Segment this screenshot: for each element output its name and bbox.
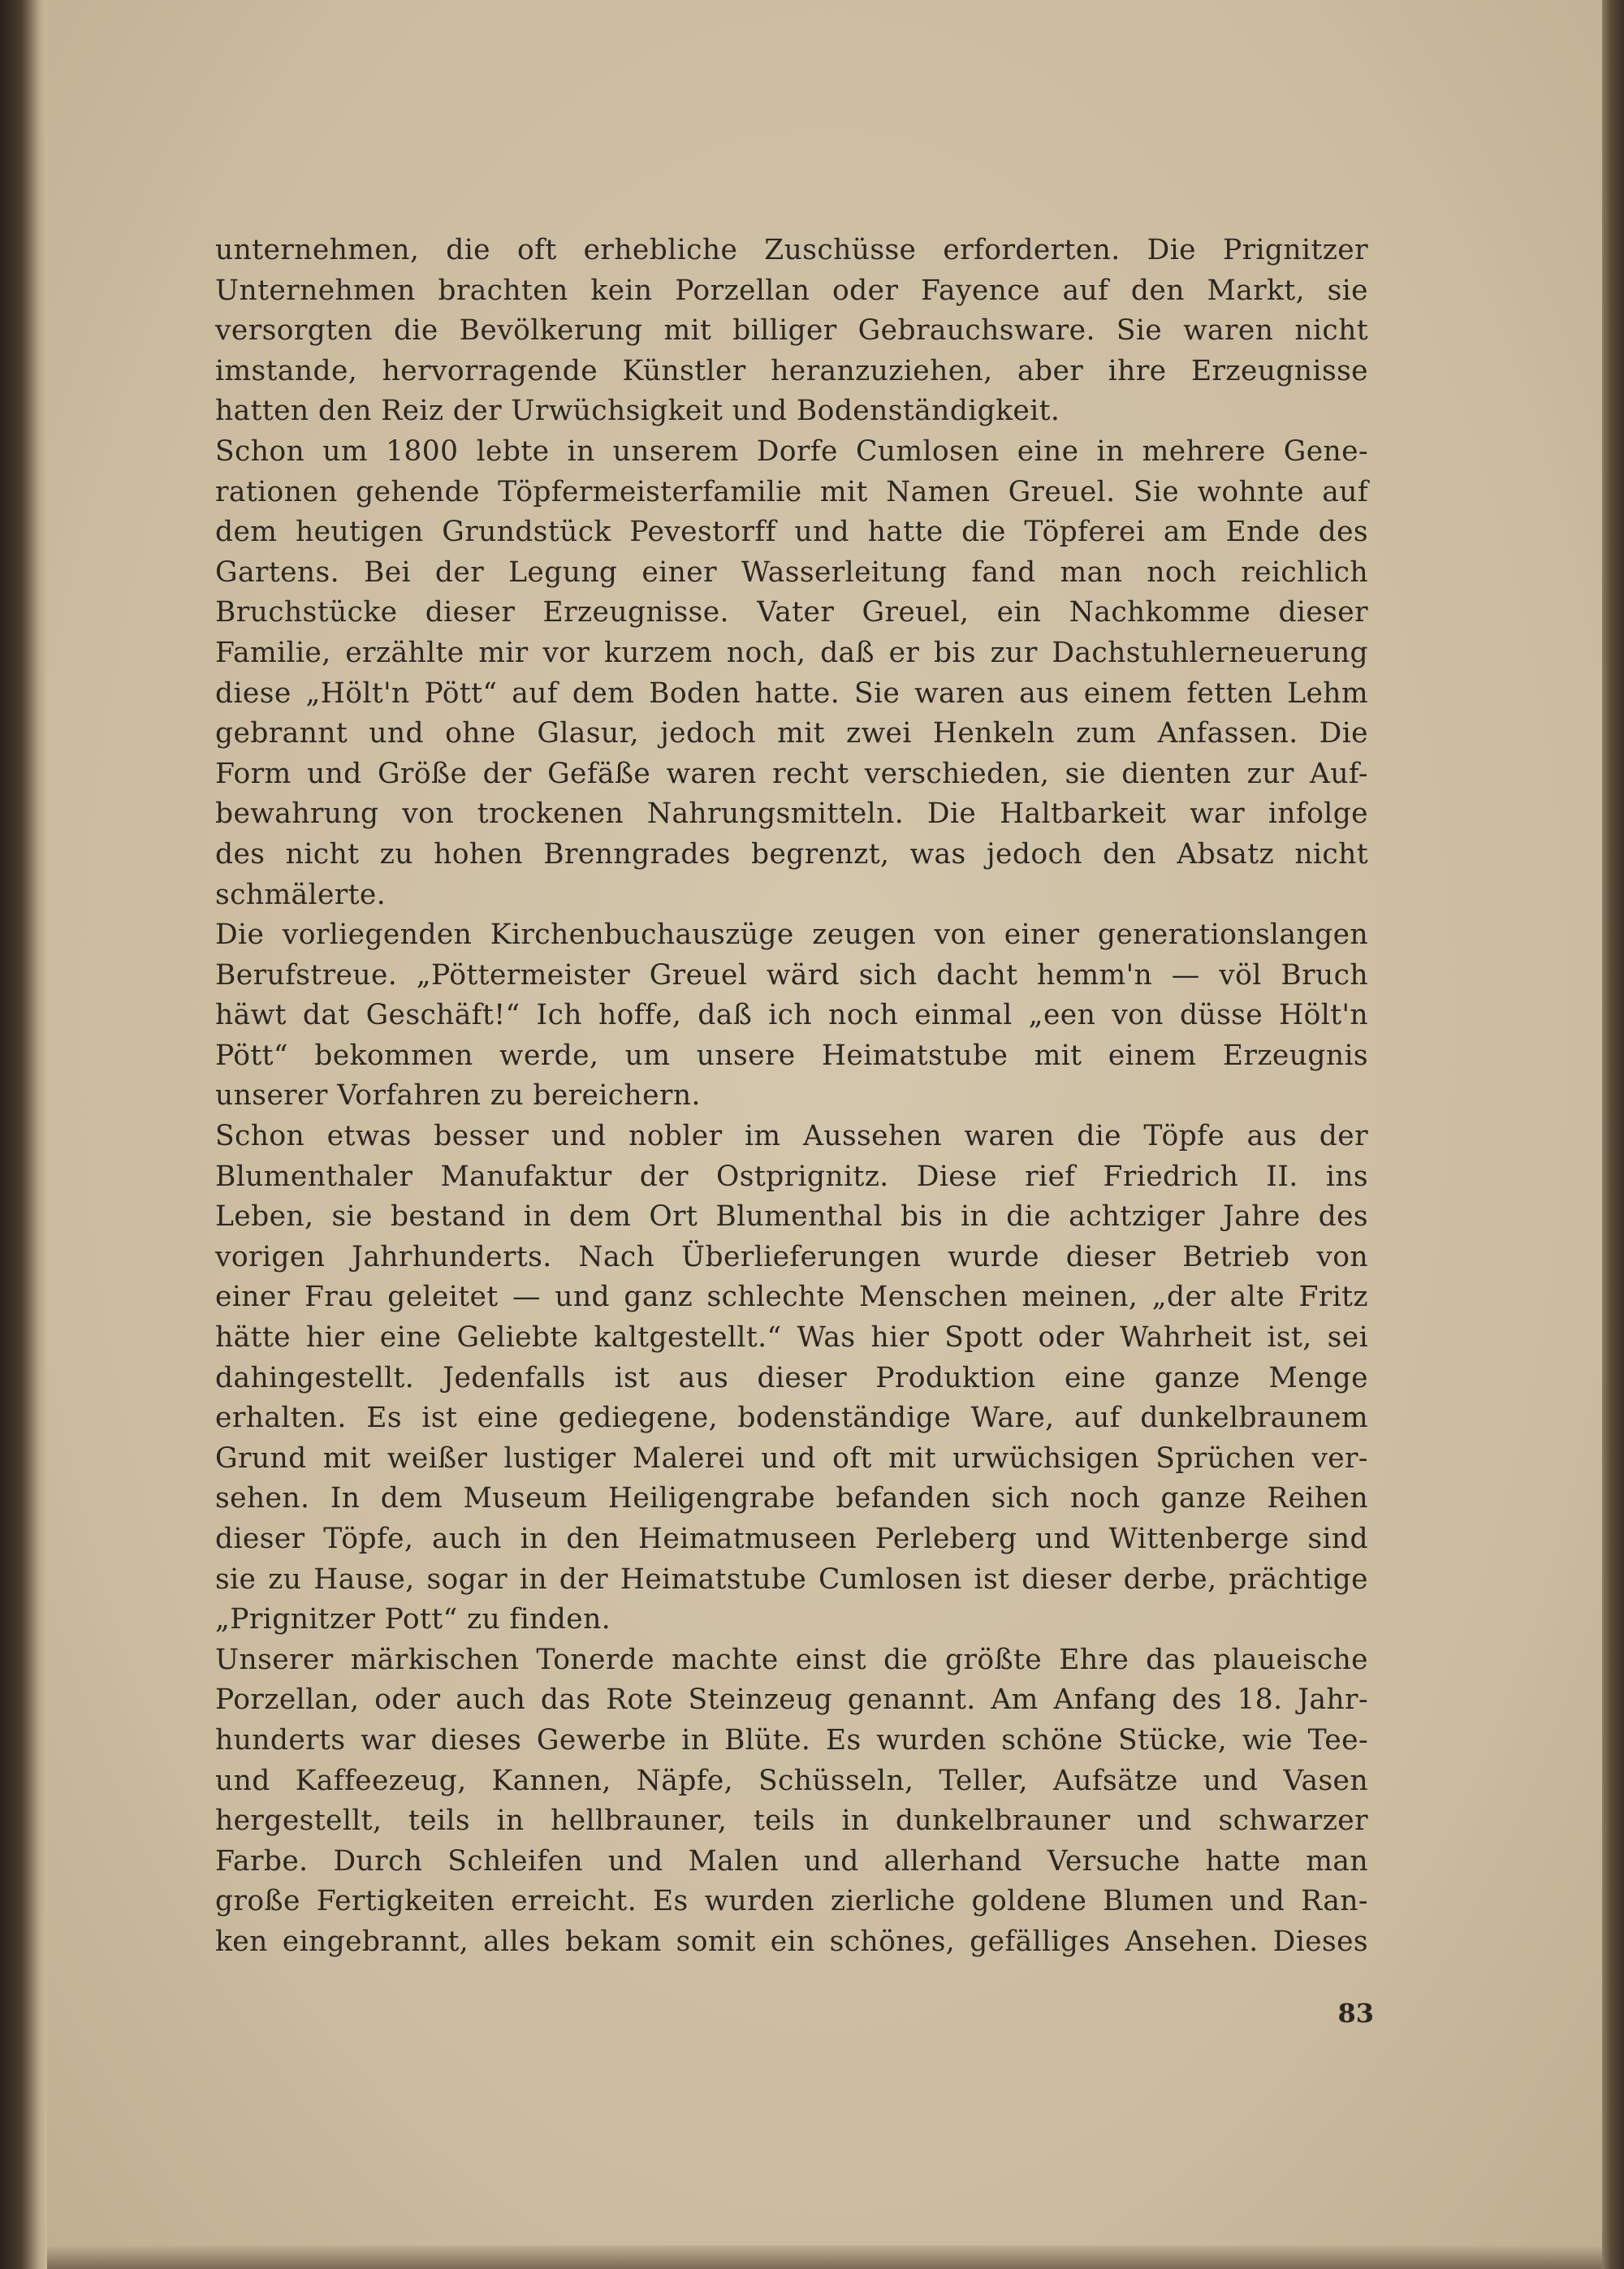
text-line: einer Frau geleitet — und ganz schlechte Menschen meinen, „der alte Fritz: [215, 1281, 1368, 1314]
text-line: diese „Hölt'n Pött“ auf dem Boden hatte. Sie waren aus einem fetten Lehm: [215, 676, 1368, 710]
text-line: Farbe. Durch Schleifen und Malen und allerhand Versuche hatte man: [215, 1844, 1368, 1878]
page-right-edge: [1602, 0, 1624, 2269]
text-line: Leben, sie bestand in dem Ort Blumenthal bis in die achtziger Jahre des: [215, 1200, 1368, 1234]
text-line: vorigen Jahrhunderts. Nach Überlieferungen wurde dieser Betrieb von: [215, 1240, 1368, 1273]
text-line: Schon etwas besser und nobler im Aussehen waren die Töpfe aus der: [215, 1120, 1368, 1153]
text-line: Blumenthaler Manufaktur der Ostprignitz. Diese rief Friedrich II. ins: [215, 1160, 1368, 1193]
text-line: dahingestellt. Jedenfalls ist aus dieser Produktion eine ganze Menge: [215, 1361, 1368, 1394]
text-line: Porzellan, oder auch das Rote Steinzeug genannt. Am Anfang des 18. Jahr-: [215, 1683, 1368, 1717]
text-line: Familie, erzählte mir vor kurzem noch, daß er bis zur Dachstuhlerneuerung: [215, 636, 1368, 669]
text-line: große Fertigkeiten erreicht. Es wurden zierliche goldene Blumen und Ran-: [215, 1885, 1368, 1918]
text-line: gebrannt und ohne Glasur, jedoch mit zwei Henkeln zum Anfassen. Die: [215, 717, 1368, 750]
text-line: dem heutigen Grundstück Pevestorff und hatte die Töpferei am Ende des: [215, 516, 1368, 549]
body-text: [215, 231, 1368, 1963]
text-line: und Kaffeezeug, Kannen, Näpfe, Schüsseln, Teller, Aufsätze und Vasen: [215, 1764, 1368, 1797]
page-number: 83: [1337, 1998, 1374, 2029]
text-line: ken eingebrannt, alles bekam somit ein schönes, gefälliges Ansehen. Dieses: [215, 1925, 1368, 1958]
text-line: Gartens. Bei der Legung einer Wasserleitung fand man noch reichlich: [215, 555, 1368, 589]
text-line: bewahrung von trockenen Nahrungsmitteln. Die Haltbarkeit war infolge: [215, 797, 1368, 831]
text-line: Schon um 1800 lebte in unserem Dorfe Cumlosen eine in mehrere Gene-: [215, 434, 1368, 468]
text-line: hätte hier eine Geliebte kaltgestellt.“ Was hier Spott oder Wahrheit ist, sei: [215, 1321, 1368, 1355]
text-line: unserer Vorfahren zu bereichern.: [215, 1079, 701, 1113]
text-line: imstande, hervorragende Künstler heranzuziehen, aber ihre Erzeugnisse: [215, 354, 1368, 387]
text-line: Pött“ bekommen werde, um unsere Heimatstube mit einem Erzeugnis: [215, 1039, 1368, 1072]
text-line: erhalten. Es ist eine gediegene, bodenständige Ware, auf dunkelbraunem: [215, 1402, 1368, 1435]
text-line: hatten den Reiz der Urwüchsigkeit und Bodenständigkeit.: [215, 395, 1060, 428]
text-line: Bruchstücke dieser Erzeugnisse. Vater Greuel, ein Nachkomme dieser: [215, 596, 1368, 629]
text-line: hergestellt, teils in hellbrauner, teils in dunkelbrauner und schwarzer: [215, 1804, 1368, 1838]
text-line: Unternehmen brachten kein Porzellan oder Fayence auf den Markt, sie: [215, 274, 1368, 307]
text-line: sie zu Hause, sogar in der Heimatstube Cumlosen ist dieser derbe, prächtige: [215, 1562, 1368, 1596]
page-bottom-edge: [47, 2245, 1602, 2269]
text-line: Die vorliegenden Kirchenbuchauszüge zeugen von einer generationslangen: [215, 918, 1368, 952]
text-line: hunderts war dieses Gewerbe in Blüte. Es wurden schöne Stücke, wie Tee-: [215, 1723, 1368, 1757]
text-line: Berufstreue. „Pöttermeister Greuel wärd sich dacht hemm'n — völ Bruch: [215, 958, 1368, 992]
text-line: versorgten die Bevölkerung mit billiger Gebrauchsware. Sie waren nicht: [215, 314, 1368, 348]
text-line: sehen. In dem Museum Heiligengrabe befanden sich noch ganze Reihen: [215, 1482, 1368, 1515]
text-line: rationen gehende Töpfermeisterfamilie mit Namen Greuel. Sie wohnte auf: [215, 475, 1368, 508]
text-line: unternehmen, die oft erhebliche Zuschüsse erforderten. Die Prignitzer: [215, 234, 1368, 266]
text-line: des nicht zu hohen Brenngrades begrenzt, was jedoch den Absatz nicht: [215, 837, 1368, 871]
text-line: Grund mit weißer lustiger Malerei und oft mit urwüchsigen Sprüchen ver-: [215, 1441, 1368, 1475]
text-line: dieser Töpfe, auch in den Heimatmuseen Perleberg und Wittenberge sind: [215, 1523, 1368, 1555]
text-line: häwt dat Geschäft!“ Ich hoffe, daß ich noch einmal „een von düsse Hölt'n: [215, 999, 1368, 1032]
text-line: „Prignitzer Pott“ zu finden.: [215, 1603, 611, 1636]
text-line: Form und Größe der Gefäße waren recht verschieden, sie dienten zur Auf-: [215, 757, 1368, 790]
text-line: schmälerte.: [215, 878, 387, 911]
text-line: Unserer märkischen Tonerde machte einst die größte Ehre das plaueische: [215, 1643, 1368, 1676]
book-spine-edge: [0, 0, 47, 2269]
